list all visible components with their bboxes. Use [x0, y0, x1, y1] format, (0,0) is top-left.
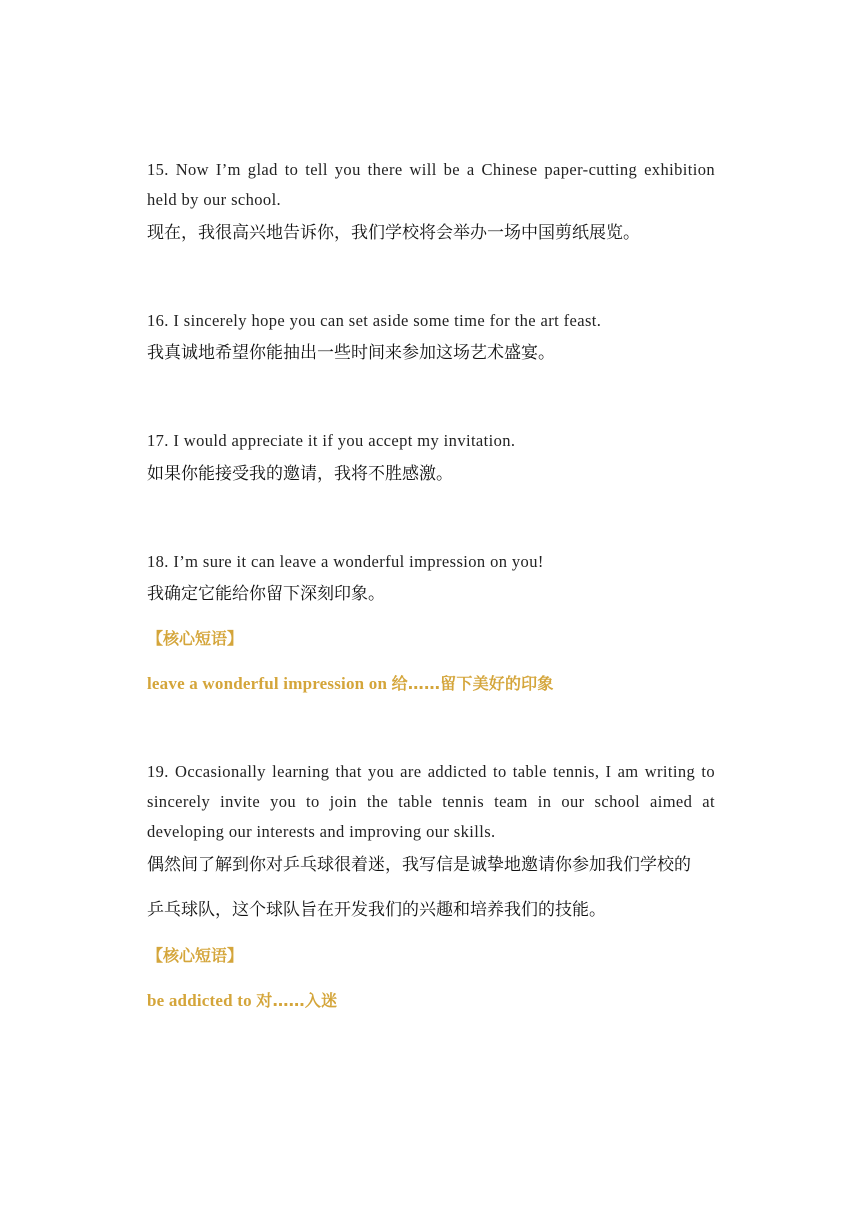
core-phrase-18 — [147, 672, 554, 696]
core-phrase-19-english: be addicted to — [147, 991, 252, 1010]
core-phrase-heading-18: 【核心短语】 — [147, 629, 244, 648]
sentence-18-english: 18. I’m sure it can leave a wonderful impression on you! — [147, 552, 544, 571]
sentence-15-chinese: 现在，我很高兴地告诉你，我们学校将会举办一场中国剪纸展览。 — [147, 223, 640, 243]
core-phrase-18-english: leave a wonderful impression on — [147, 674, 388, 693]
core-phrase-heading-19: 【核心短语】 — [147, 946, 244, 965]
sentence-19-english: 19. Occasionally learning that you are addicted to table tennis, I am writing to sincerely invite you to join the table tennis team in our school aimed at developing our interests and improving our skills. — [147, 762, 715, 841]
sentence-15-english: 15. Now I’m glad to tell you there will be a Chinese paper-cutting exhibition held by our school. — [147, 160, 715, 209]
sentence-17-chinese: 如果你能接受我的邀请，我将不胜感激。 — [147, 464, 453, 484]
sentence-17-english: 17. I would appreciate it if you accept my invitation. — [147, 431, 516, 450]
core-phrase-18-chinese: 给……留下美好的印象 — [391, 674, 554, 693]
sentence-16-chinese: 我真诚地希望你能抽出一些时间来参加这场艺术盛宴。 — [147, 343, 555, 363]
core-phrase-19-chinese: 对……入迷 — [256, 991, 338, 1010]
sentence-18-chinese: 我确定它能给你留下深刻印象。 — [147, 584, 385, 604]
sentence-19-chinese-line-1: 偶然间了解到你对乒乓球很着迷，我写信是诚挚地邀请你参加我们学校的 — [147, 855, 691, 875]
core-phrase-19 — [147, 989, 337, 1013]
sentence-16-english: 16. I sincerely hope you can set aside some time for the art feast. — [147, 311, 602, 330]
sentence-19-chinese-line-2: 乒乓球队，这个球队旨在开发我们的兴趣和培养我们的技能。 — [147, 900, 606, 920]
